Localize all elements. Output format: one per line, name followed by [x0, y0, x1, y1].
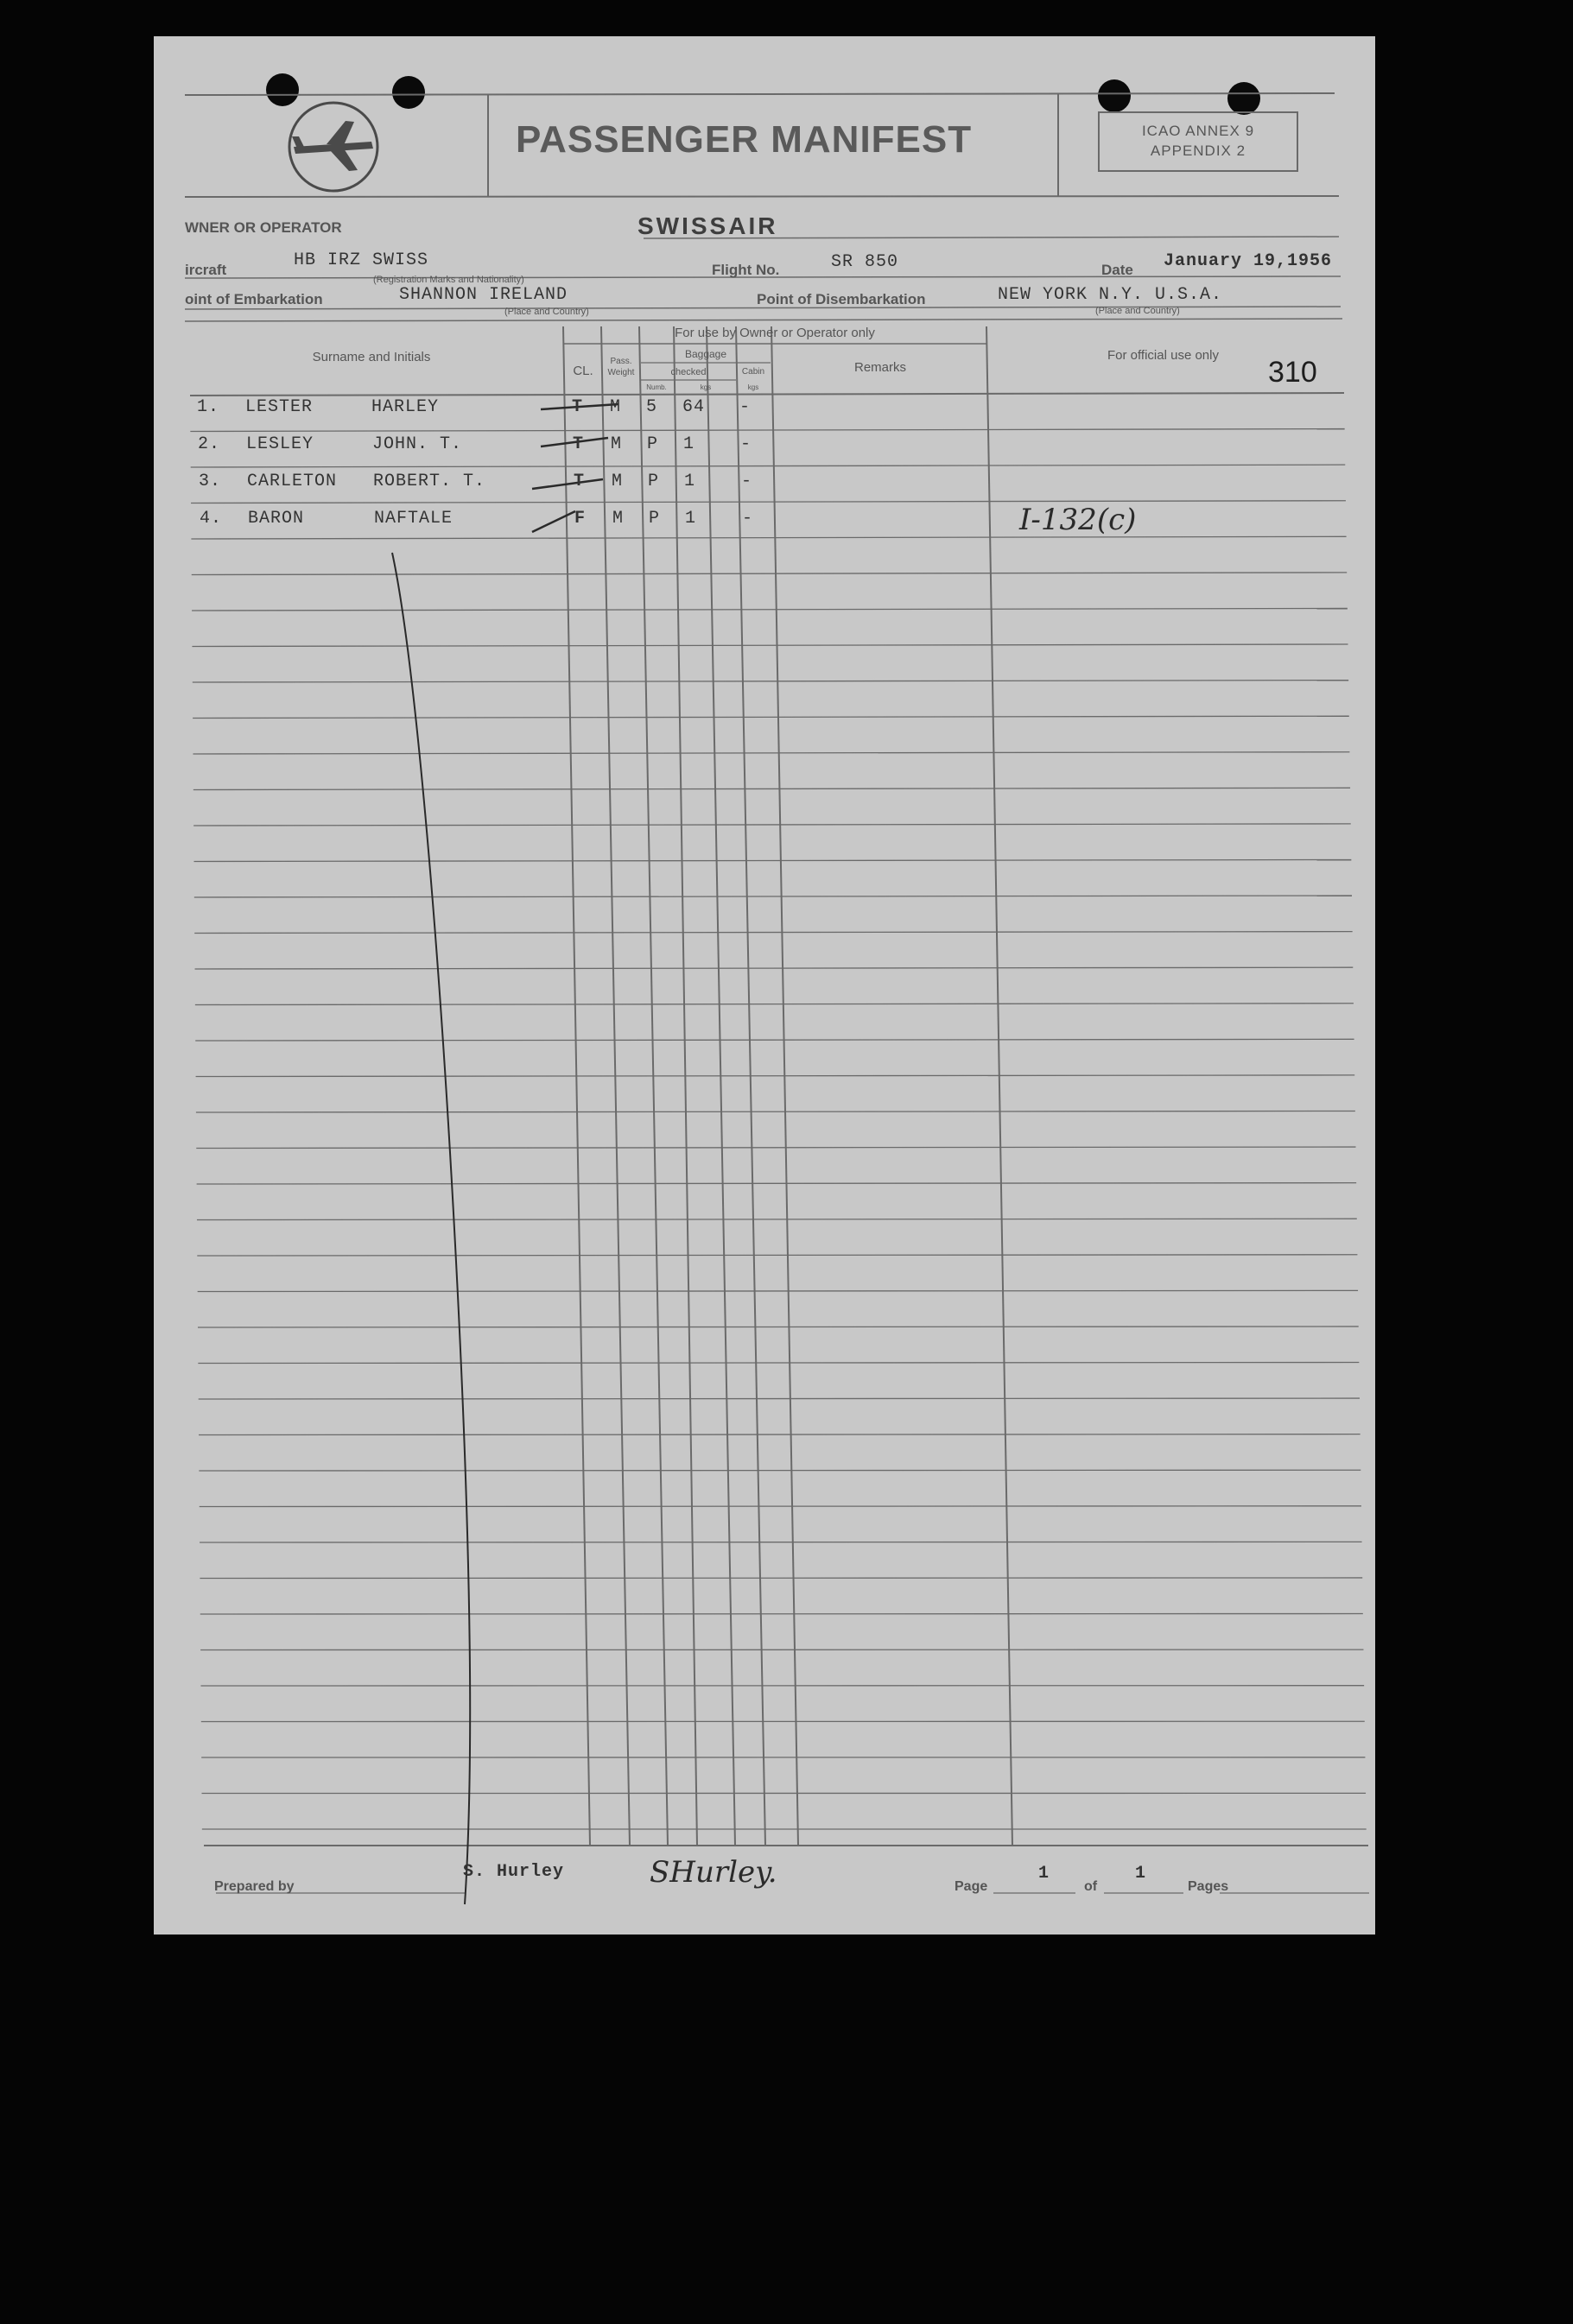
flight-value: SR 850 [831, 252, 899, 272]
punch-hole [392, 76, 425, 109]
form-title: PASSENGER MANIFEST [516, 118, 973, 161]
row-number: 1. [197, 397, 220, 417]
cabin-baggage: - [742, 509, 754, 529]
punch-hole [1098, 79, 1131, 112]
embarkation-value: SHANNON IRELAND [399, 285, 568, 305]
annex-line-2: APPENDIX 2 [1150, 142, 1246, 159]
manifest-sheet [154, 36, 1375, 1935]
baggage-pieces: P [649, 509, 661, 529]
col-checked-header: checked [670, 367, 707, 377]
date-label: Date [1101, 262, 1133, 278]
row-number: 2. [198, 434, 221, 454]
operator-name: SWISSAIR [637, 212, 778, 239]
cabin-baggage: - [740, 434, 752, 454]
baggage-weight: 1 [685, 509, 697, 529]
col-kgs-header: kgs [700, 383, 712, 391]
flight-label: Flight No. [712, 262, 780, 278]
col-numb-header: Numb. [646, 383, 667, 391]
owner-use-header: For use by Owner or Operator only [675, 326, 875, 340]
preparer-signature: SHurley. [650, 1855, 777, 1890]
baggage-weight: 1 [684, 472, 696, 491]
row-number: 3. [199, 472, 222, 491]
passenger-given-name: JOHN. T. [372, 434, 463, 454]
col-baggage-header: Baggage [684, 348, 727, 360]
col-cabin-kgs-header: kgs [747, 383, 759, 391]
col-surname-header: Surname and Initials [312, 350, 431, 364]
col-remarks-header: Remarks [853, 360, 906, 375]
punch-hole [1227, 82, 1260, 115]
passenger-class: F [574, 509, 587, 529]
passenger-surname: LESLEY [246, 434, 314, 454]
page-number: 1 [1038, 1864, 1050, 1884]
passenger-class: T [572, 397, 584, 417]
aircraft-value: HB IRZ SWISS [294, 250, 429, 270]
col-cl-header: CL. [573, 364, 593, 378]
punch-hole [266, 73, 299, 106]
of-label: of [1084, 1879, 1098, 1894]
page-label: Page [955, 1879, 988, 1894]
baggage-pieces: P [647, 434, 659, 454]
passenger-given-name: HARLEY [371, 397, 440, 417]
prepared-by-value: S. Hurley [463, 1862, 565, 1882]
passenger-class: T [573, 434, 585, 454]
total-pages: 1 [1135, 1864, 1147, 1884]
passenger-sex: M [612, 509, 625, 529]
prepared-by-label: Prepared by [214, 1879, 295, 1894]
passenger-given-name: ROBERT. T. [373, 472, 486, 491]
passenger-given-name: NAFTALE [374, 509, 454, 529]
page-reference-number: 310 [1268, 356, 1317, 389]
baggage-weight: 1 [683, 434, 695, 454]
passenger-sex: M [611, 434, 623, 454]
official-note: I-132(c) [1019, 503, 1137, 537]
passenger-surname: BARON [248, 509, 305, 529]
row-number: 4. [200, 509, 223, 529]
passenger-sex: M [610, 397, 622, 417]
baggage-weight: 64 [682, 397, 706, 417]
aircraft-label: ircraft [185, 262, 227, 278]
col-cabin-header: Cabin [741, 367, 765, 377]
date-value: January 19,1956 [1164, 251, 1333, 271]
disembarkation-value: NEW YORK N.Y. U.S.A. [998, 285, 1223, 305]
passenger-class: T [574, 472, 586, 491]
aircraft-caption: (Registration Marks and Nationality) [373, 275, 524, 285]
passenger-surname: CARLETON [247, 472, 338, 491]
owner-label: WNER OR OPERATOR [185, 219, 342, 236]
cabin-baggage: - [739, 397, 752, 417]
baggage-pieces: P [648, 472, 660, 491]
baggage-pieces: 5 [646, 397, 658, 417]
pages-label: Pages [1188, 1879, 1229, 1894]
passenger-sex: M [612, 472, 624, 491]
annex-line-1: ICAO ANNEX 9 [1141, 123, 1255, 139]
disembarkation-label: Point of Disembarkation [757, 291, 926, 307]
embarkation-label: oint of Embarkation [185, 291, 323, 307]
cabin-baggage: - [741, 472, 753, 491]
col-pass-weight-header: Pass. Weight [607, 357, 635, 377]
disembarkation-caption: (Place and Country) [1095, 306, 1180, 316]
passenger-surname: LESTER [245, 397, 314, 417]
col-official-header: For official use only [1107, 348, 1219, 363]
embarkation-caption: (Place and Country) [504, 307, 589, 317]
